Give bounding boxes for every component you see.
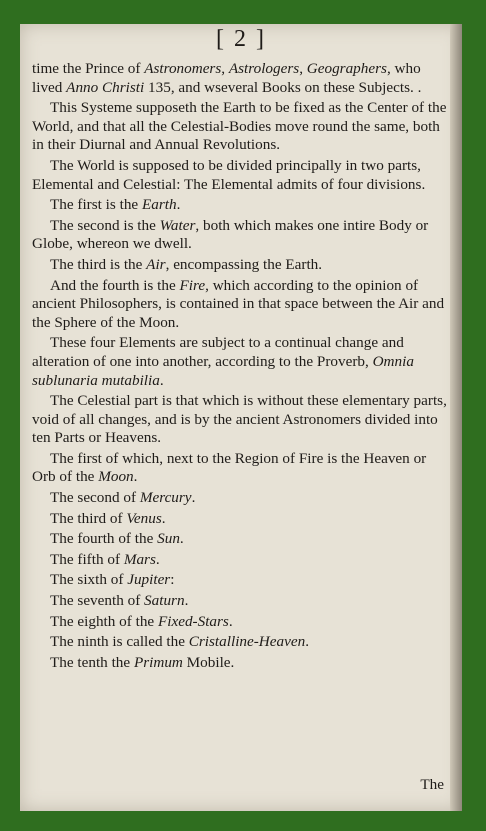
paragraph [32, 157, 452, 194]
italic-text: Astronomers [144, 60, 222, 77]
text-segment: This Systeme supposeth the Earth to be fixed as the Center of the World, and that all the Celestial-Bodies move round the same, both in their Diurnal and Annual Revolutions. [32, 99, 447, 154]
italic-text: Anno Christi [66, 78, 145, 96]
text-segment: . [161, 509, 166, 527]
text-segment: The seventh of [50, 592, 145, 610]
page-number: [ 2 ] [216, 26, 266, 52]
paragraph [32, 551, 452, 570]
text-segment: Mobile. [182, 653, 235, 671]
italic-text: Mars [123, 550, 156, 568]
paragraph [32, 277, 452, 333]
text-segment: . [155, 550, 160, 568]
text-segment: several Books on these Subjects. . [215, 78, 422, 96]
italic-text: Water [159, 216, 196, 234]
text-segment: The third is the [50, 255, 147, 273]
italic-text: Astrologers [228, 60, 300, 77]
italic-text: Geographers [306, 60, 387, 77]
catchword: The [420, 776, 444, 793]
page-text [32, 60, 452, 674]
text-segment: The Celestial part is that which is without these elementary parts, void of all changes, and is by the ancient Astronomers divided into ten Parts or Heavens. [32, 392, 447, 447]
text-segment: . [191, 489, 196, 507]
text-segment: . [179, 530, 184, 548]
paragraph [32, 60, 452, 97]
text-segment: , who lived [32, 60, 421, 96]
text-segment: The first is the [50, 196, 142, 214]
text-segment: . [184, 592, 189, 610]
text-segment: The fourth of the [50, 530, 158, 548]
italic-text: Earth [141, 196, 177, 214]
paragraph [32, 489, 452, 508]
text-segment: , encompassing the Earth. [165, 255, 323, 273]
paragraph [32, 334, 452, 390]
text-segment: The tenth the [50, 653, 134, 671]
paragraph [32, 613, 452, 632]
text-segment: The eighth of the [50, 612, 158, 630]
paragraph [32, 392, 452, 448]
paragraph [32, 450, 452, 487]
paragraph [32, 217, 452, 254]
italic-text: Sun [157, 530, 180, 548]
text-segment: . [133, 468, 138, 486]
italic-text: Primum [133, 653, 183, 671]
text-segment: And the fourth is the [50, 276, 180, 294]
paragraph [32, 571, 452, 590]
book-page [20, 24, 462, 811]
italic-text: Moon [98, 468, 134, 486]
text-segment: The first of which, next to the Region of Fire is the Heaven or Orb of the [32, 449, 427, 486]
text-segment: , [221, 60, 229, 77]
italic-text: Fixed-Stars [157, 612, 229, 630]
italic-text: Air [146, 255, 166, 273]
text-segment: : [170, 571, 175, 589]
text-segment: . [305, 633, 309, 651]
text-segment: The ninth is called the [50, 633, 189, 651]
text-segment: . [228, 612, 233, 630]
paragraph [32, 530, 452, 549]
text-segment: . [176, 196, 181, 214]
paragraph [32, 510, 452, 529]
text-segment: , both which makes one intire Body or Globe, whereon we dwell. [32, 216, 429, 253]
italic-text: Mercury [139, 489, 192, 507]
text-segment: , [299, 60, 307, 77]
text-segment: The second is the [50, 216, 160, 234]
paragraph [32, 256, 452, 275]
text-segment: time the Prince of [32, 60, 145, 77]
text-segment: The third of [50, 509, 127, 527]
paragraph [32, 99, 452, 155]
italic-text: Venus [126, 509, 162, 527]
paragraph [32, 196, 452, 215]
text-segment: , which according to the opinion of ancient Philosophers, is contained in that space between the Air and the Sphere of the Moon. [32, 276, 445, 331]
paragraph [32, 592, 452, 611]
italic-text: Saturn [144, 592, 185, 610]
italic-text: Cristalline-Heaven [188, 633, 306, 651]
text-segment: The second of [50, 489, 140, 507]
text-segment: 135, and w [144, 78, 216, 96]
text-segment: These four Elements are subject to a continual change and alteration of one into another, according to the Proverb, [32, 334, 404, 370]
italic-text: Jupiter [127, 571, 171, 589]
italic-text: Fire [179, 276, 206, 294]
paragraph [32, 654, 452, 673]
italic-text: Omnia sublunaria mutabilia [32, 352, 414, 389]
text-segment: The World is supposed to be divided principally in two parts, Elemental and Celestial: The Elemental admits of four divisions. [32, 156, 426, 193]
text-segment: The fifth of [50, 550, 124, 568]
text-segment: The sixth of [50, 571, 128, 589]
paragraph [32, 633, 452, 652]
text-segment: . [159, 371, 164, 389]
